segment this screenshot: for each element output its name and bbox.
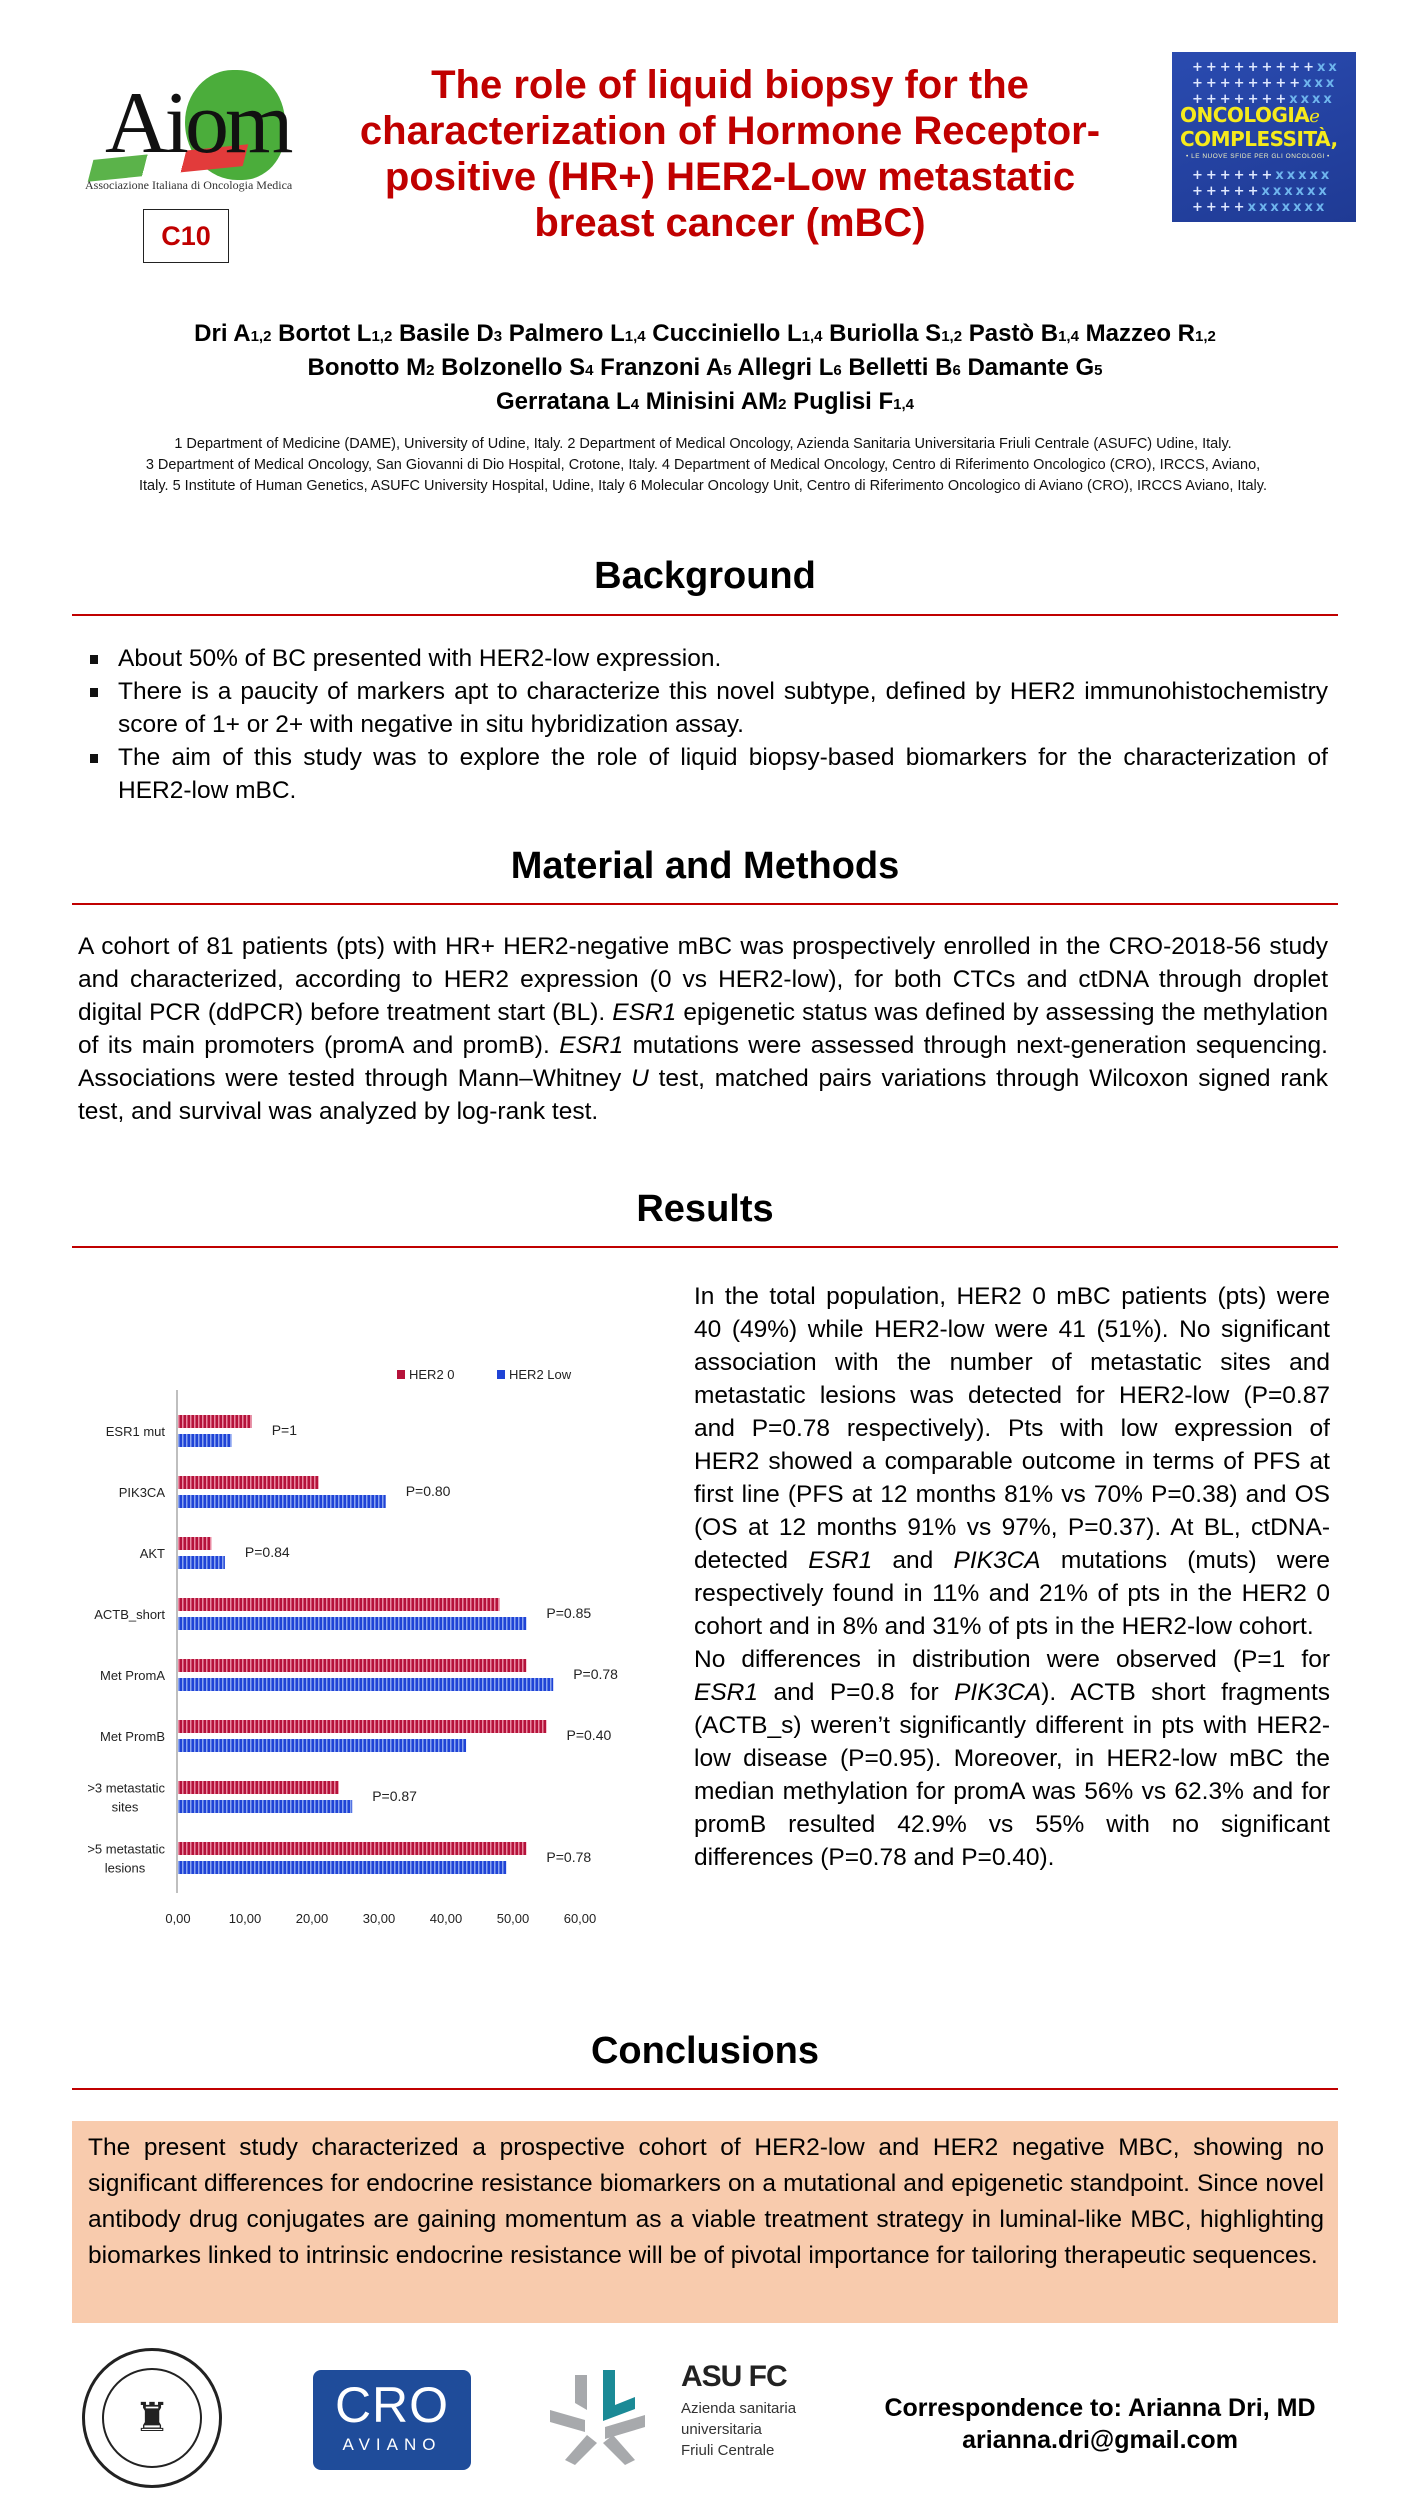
cro-logo-subtext: AVIANO: [342, 2435, 442, 2454]
author: Dri A1,2: [194, 320, 272, 347]
legend-swatch: [497, 1370, 505, 1379]
p-value-label: P=0.40: [566, 1727, 612, 1743]
category-label: >3 metastatic: [87, 1780, 165, 1796]
poster-title: The role of liquid biopsy for the characterization of Hormone Receptor-positive (HR+) HER2-Low metastatic breast cancer (mBC): [359, 63, 1101, 245]
bar-her2-low: [178, 1495, 386, 1508]
pattern-row: +++++++++xx: [1192, 60, 1340, 75]
author-affiliation-number: 6: [952, 362, 961, 379]
bar-her2-low: [178, 1678, 553, 1691]
category-label: ESR1 mut: [105, 1424, 165, 1439]
author-list: [60, 318, 1350, 420]
section-heading-results: Results: [636, 1188, 774, 1230]
p-value-label: P=1: [271, 1422, 298, 1438]
pattern-row: +++++++xxxx: [1192, 92, 1335, 107]
section-divider: [72, 2088, 1338, 2090]
author: Minisini AM2: [645, 388, 787, 415]
p-value-label: P=0.85: [546, 1605, 592, 1621]
bar-her2-0: [178, 1537, 212, 1550]
affiliation-line: 1 Department of Medicine (DAME), University of Udine, Italy. 2 Department of Medical Oncology, Azienda Sanitaria Universitaria Friuli Centrale (ASUFC) Udine, Italy.: [174, 436, 1232, 452]
affiliation-line: Italy. 5 Institute of Human Genetics, ASUFC University Hospital, Udine, Italy 6 Molecular Oncology Unit, Centro di Riferimento Oncologico di Aviano (CRO), IRCCS Aviano, Italy.: [139, 478, 1267, 494]
author: Allegri L6: [737, 354, 842, 381]
eagle-icon: ♜: [102, 2368, 202, 2468]
bar-her2-low: [178, 1434, 232, 1447]
author-affiliation-number: 6: [833, 362, 842, 379]
affiliations: [70, 434, 1336, 497]
author: Basile D3: [398, 320, 503, 347]
author: Bonotto M2: [307, 354, 435, 381]
author: Palmero L1,4: [508, 320, 646, 347]
aiom-logo-text: Aiom: [105, 75, 290, 172]
category-label: Met PromB: [99, 1729, 165, 1744]
author: Bortot L1,2: [278, 320, 393, 347]
author: Damante G5: [967, 354, 1103, 381]
x-tick-label: 30,00: [362, 1911, 396, 1926]
bar-her2-low: [178, 1739, 466, 1752]
x-tick-label: 20,00: [295, 1911, 329, 1926]
section-heading-conclusions: Conclusions: [590, 2030, 820, 2072]
oncologia-title: ONCOLOGIAe COMPLESSITÀ,: [1180, 103, 1338, 151]
category-label: Met PromA: [99, 1668, 165, 1683]
correspondence-email[interactable]: arianna.dri@gmail.com: [962, 2426, 1238, 2454]
affiliation-line: 3 Department of Medical Oncology, San Giovanni di Dio Hospital, Crotone, Italy. 4 Department of Medical Oncology, Centro di Riferimento Oncologico (CRO), IRCCS, Aviano,: [145, 457, 1261, 473]
p-value-label: P=0.80: [405, 1483, 451, 1499]
category-label: >5 metastatic: [87, 1841, 165, 1857]
x-tick-label: 10,00: [228, 1911, 262, 1926]
asufc-subtitle: Azienda sanitaria universitaria Friuli Centrale: [681, 2400, 797, 2459]
p-value-label: P=0.87: [372, 1788, 417, 1804]
author: Buriolla S1,2: [829, 320, 963, 347]
bullet-item: About 50% of BC presented with HER2-low expression.: [78, 642, 1328, 675]
author-affiliation-number: 1,2: [371, 328, 393, 345]
author-affiliation-number: 5: [1094, 362, 1103, 379]
bar-her2-0: [178, 1720, 547, 1733]
author: Bolzonello S4: [441, 354, 594, 381]
legend-label: HER2 Low: [509, 1367, 572, 1382]
p-value-label: P=0.78: [573, 1666, 618, 1682]
author-affiliation-number: 1,4: [893, 396, 915, 413]
author-affiliation-number: 1,2: [250, 328, 272, 345]
author-affiliation-number: 1,2: [1194, 328, 1216, 345]
asufc-name: ASU FC: [681, 2360, 787, 2393]
oncologia-complessita-logo: [1172, 52, 1356, 222]
pattern-row: ++++++xxxxx: [1192, 168, 1333, 183]
pattern-row: +++++xxxxxx: [1192, 184, 1330, 199]
author-affiliation-number: 1,4: [801, 328, 823, 345]
author-affiliation-number: 5: [723, 362, 732, 379]
correspondence: [850, 2392, 1350, 2456]
pattern-row: ++++++++xxx: [1192, 76, 1338, 91]
results-paragraph: In the total population, HER2 0 mBC patients (pts) were 40 (49%) while HER2-low were 41 (51%). No significant association with the number of metastatic sites and metastatic lesions was detected for HER2-low (P=0.87 and P=0.78 respectively). Pts with low expression of HER2 showed a comparable outcome in terms of PFS at first line (PFS at 12 months 81% vs 70% P=0.38) and OS (OS at 12 months 91% vs 97%, P=0.37). At BL, ctDNA-detected ESR1 and PIK3CA mutations (muts) were respectively found in 11% and 21% of pts in the HER2 0 cohort and in 8% and 31% of pts in the HER2-low cohort. No differences in distribution were observed (P=1 for ESR1 and P=0.8 for PIK3CA). ACTB short fragments (ACTB_s) weren’t significantly different in pts with HER2-low disease (P=0.95). Moreover, in HER2-low mBC the median methylation for promA was 56% vs 62.3% and for promB resulted 42.9% vs 55% with no significant differences (P=0.78 and P=0.40).: [694, 1283, 1331, 1871]
bar-her2-0: [178, 1415, 252, 1428]
asufc-logo: [545, 2360, 815, 2470]
bullet-item: There is a paucity of markers apt to characterize this novel subtype, defined by HER2 immunohistochemistry score of 1+ or 2+ with negative in situ hybridization assay.: [78, 675, 1328, 741]
conclusions-text: The present study characterized a prospective cohort of HER2-low and HER2 negative MBC, showing no significant differences for endocrine resistance biomarkers on a mutational and epigenetic standpoint. Since novel antibody drug conjugates are gaining momentum as a viable treatment strategy in luminal-like MBC, highlighting biomarkes linked to intrinsic endocrine resistance will be of pivotal importance for tailoring therapeutic sequences.: [88, 2134, 1324, 2269]
p-value-label: P=0.84: [244, 1544, 290, 1560]
bar-her2-low: [178, 1861, 506, 1874]
author-affiliation-number: 1,4: [624, 328, 646, 345]
bar-her2-0: [178, 1659, 526, 1672]
aiom-logo: [85, 70, 310, 200]
university-udine-seal: [82, 2348, 222, 2488]
section-divider: [72, 1246, 1338, 1248]
x-tick-label: 50,00: [496, 1911, 530, 1926]
author: Mazzeo R1,2: [1085, 320, 1216, 347]
aiom-logo-subtitle: Associazione Italiana di Oncologia Medica: [85, 178, 293, 192]
bar-her2-0: [178, 1598, 500, 1611]
section-divider: [72, 614, 1338, 616]
author: Franzoni A5: [600, 354, 732, 381]
author-affiliation-number: 4: [630, 396, 640, 413]
category-label: ACTB_short: [94, 1607, 165, 1622]
background-bullets: [78, 642, 1328, 807]
bullet-item: The aim of this study was to explore the role of liquid biopsy-based biomarkers for the characterization of HER2-low mBC.: [78, 741, 1328, 807]
author: Cucciniello L1,4: [652, 320, 823, 347]
x-tick-label: 40,00: [429, 1911, 463, 1926]
p-value-label: P=0.78: [546, 1849, 592, 1865]
category-label: sites: [111, 1799, 139, 1815]
author-affiliation-number: 4: [585, 362, 594, 379]
author-affiliation-number: 1,2: [941, 328, 963, 345]
pattern-row: ++++xxxxxxx: [1192, 200, 1328, 215]
bar-her2-low: [178, 1800, 352, 1813]
author-affiliation-number: 2: [778, 396, 787, 413]
author-affiliation-number: 2: [426, 362, 435, 379]
x-tick-label: 60,00: [563, 1911, 597, 1926]
poster-code-badge: C10: [143, 209, 229, 263]
bar-her2-0: [178, 1781, 339, 1794]
correspondence-name: Correspondence to: Arianna Dri, MD: [884, 2394, 1316, 2422]
methods-paragraph: A cohort of 81 patients (pts) with HR+ HER2-negative mBC was prospectively enrolled in the CRO-2018-56 study and characterized, according to HER2 expression (0 vs HER2-low), for both CTCs and ctDNA through droplet digital PCR (ddPCR) before treatment start (BL). ESR1 epigenetic status was defined by assessing the methylation of its main promoters (promA and promB). ESR1 mutations were assessed through next-generation sequencing. Associations were tested through Mann–Whitney U test, matched pairs variations through Wilcoxon signed rank test, and survival was analyzed by log-rank test.: [78, 933, 1328, 1125]
legend-swatch: [397, 1370, 405, 1379]
author-affiliation-number: 3: [493, 328, 503, 345]
asufc-snowflake-icon: [545, 2365, 655, 2465]
legend-label: HER2 0: [409, 1367, 455, 1382]
category-label: PIK3CA: [118, 1485, 165, 1500]
bar-her2-0: [178, 1842, 526, 1855]
author-affiliation-number: 1,4: [1058, 328, 1079, 345]
bar-her2-low: [178, 1617, 526, 1630]
chart-svg: [70, 1350, 630, 1930]
section-divider: [72, 903, 1338, 905]
bar-her2-0: [178, 1476, 319, 1489]
author: Gerratana L4: [495, 388, 640, 415]
cro-aviano-logo: [313, 2370, 471, 2470]
biomarker-bar-chart: [70, 1350, 630, 1930]
category-label: AKT: [139, 1546, 165, 1561]
category-label: lesions: [104, 1860, 146, 1876]
section-heading-methods: Material and Methods: [510, 845, 900, 887]
section-heading-background: Background: [594, 555, 816, 597]
cro-logo-text: CRO: [334, 2377, 450, 2433]
author: Belletti B6: [848, 354, 961, 381]
x-tick-label: 0,00: [165, 1911, 191, 1926]
author: Puglisi F1,4: [793, 388, 915, 415]
oncologia-tagline: • LE NUOVE SFIDE PER GLI ONCOLOGI •: [1186, 153, 1330, 160]
bar-her2-low: [178, 1556, 225, 1569]
author: Pastò B1,4: [968, 320, 1079, 347]
